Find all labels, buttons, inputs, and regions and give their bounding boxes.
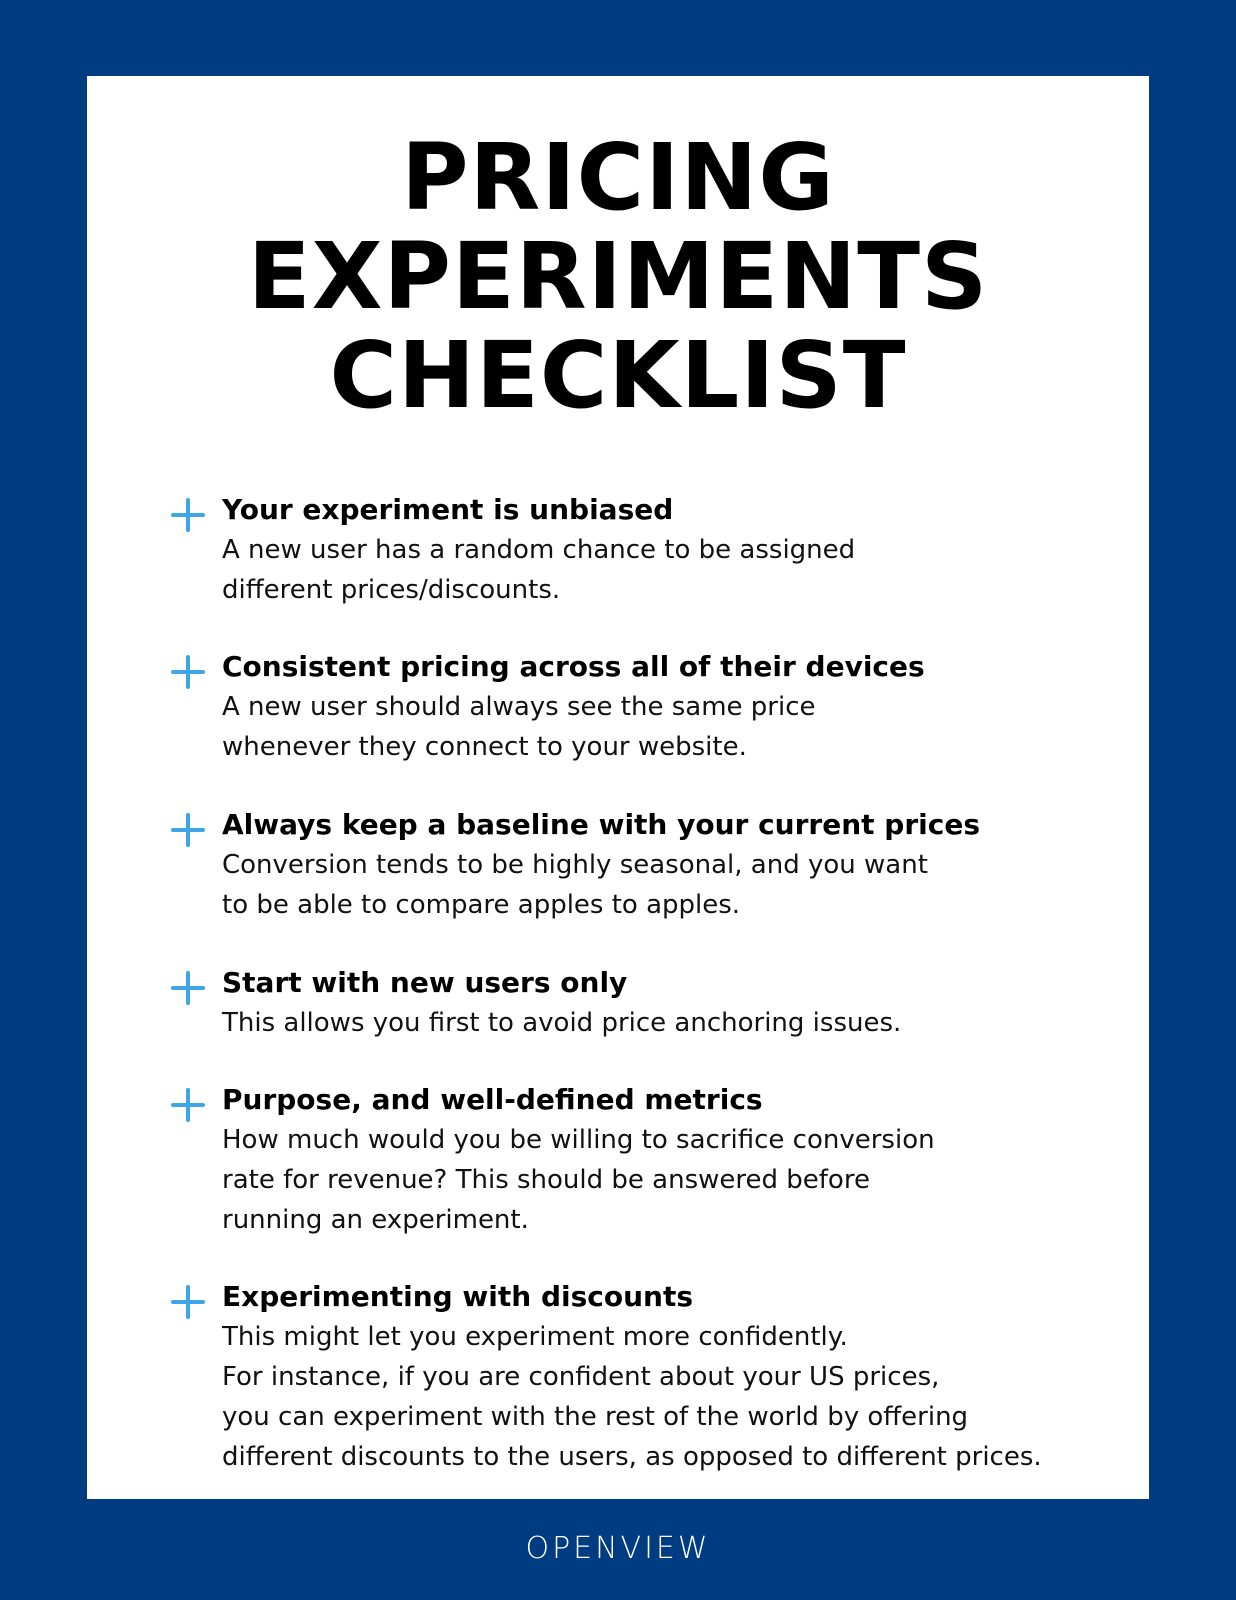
plus-icon [171, 971, 205, 1005]
body-line: you can experiment with the rest of the world by offering [222, 1402, 969, 1432]
title-line: EXPERIMENTS [247, 223, 989, 330]
checklist-card [87, 76, 1149, 1499]
plus-icon [171, 498, 205, 532]
item-heading: Consistent pricing across all of their devices [222, 650, 925, 683]
body-line: A new user should always see the same price [222, 692, 816, 722]
body-line: How much would you be willing to sacrifice conversion [222, 1125, 935, 1155]
item-heading: Start with new users only [222, 966, 628, 999]
body-line: to be able to compare apples to apples. [222, 890, 741, 920]
item-body [222, 845, 928, 925]
body-line: different discounts to the users, as opposed to different prices. [222, 1442, 1042, 1472]
title-line: PRICING [401, 124, 835, 231]
item-body [222, 1003, 901, 1043]
item-body [222, 1317, 1042, 1477]
body-line: This might let you experiment more confidently. [222, 1322, 848, 1352]
openview-logo: OPENVIEW [525, 1531, 711, 1566]
item-heading: Purpose, and well-defined metrics [222, 1083, 763, 1116]
body-line: whenever they connect to your website. [222, 732, 747, 762]
plus-icon [171, 655, 205, 689]
item-heading: Your experiment is unbiased [222, 493, 674, 526]
item-body [222, 1120, 935, 1240]
body-line: Conversion tends to be highly seasonal, and you want [222, 850, 928, 880]
plus-icon [171, 1285, 205, 1319]
body-line: This allows you first to avoid price anchoring issues. [222, 1008, 902, 1038]
page-title [87, 124, 1149, 429]
title-line: CHECKLIST [329, 322, 907, 429]
body-line: For instance, if you are confident about your US prices, [222, 1362, 940, 1392]
body-line: running an experiment. [222, 1205, 529, 1235]
item-heading: Always keep a baseline with your current prices [222, 808, 980, 841]
plus-icon [171, 1088, 205, 1122]
plus-icon [171, 813, 205, 847]
body-line: different prices/discounts. [222, 575, 561, 605]
body-line: rate for revenue? This should be answered before [222, 1165, 870, 1195]
item-body [222, 530, 855, 610]
item-heading: Experimenting with discounts [222, 1280, 694, 1313]
item-body [222, 687, 816, 767]
body-line: A new user has a random chance to be assigned [222, 535, 856, 565]
